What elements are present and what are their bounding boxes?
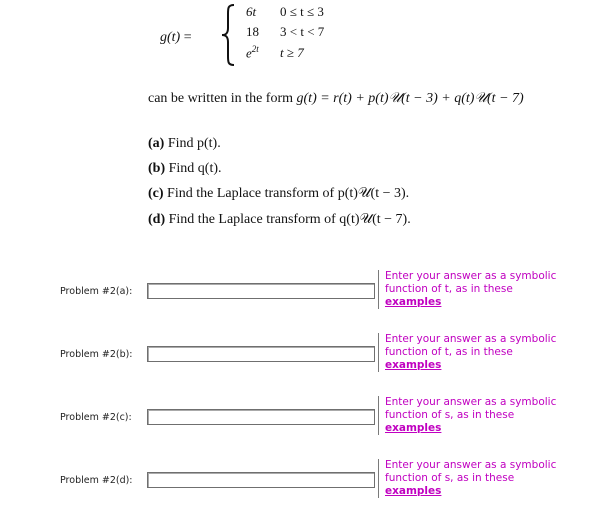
- part-c: (c) Find the Laplace transform of p(t)𝒰(t − 3).: [148, 186, 410, 201]
- part-d: (d) Find the Laplace transform of q(t)𝒰(t − 7).: [148, 212, 411, 227]
- part-b: (b) Find q(t).: [148, 161, 222, 176]
- answer-hint: Enter your answer as a symbolic function of t, as in these examples: [378, 270, 585, 309]
- left-brace-icon: [220, 4, 236, 66]
- part-a: (a) Find p(t).: [148, 136, 221, 151]
- case-row: 18 3 < t < 7: [246, 24, 325, 39]
- answer-hint: Enter your answer as a symbolic function of s, as in these examples: [378, 396, 585, 435]
- answer-input-d[interactable]: [147, 472, 375, 488]
- case-row: 6t 0 ≤ t ≤ 3: [246, 4, 324, 19]
- problem-label: Problem #2(a):: [60, 286, 133, 297]
- answer-hint: Enter your answer as a symbolic function of s, as in these examples: [378, 459, 585, 498]
- answer-input-c[interactable]: [147, 409, 375, 425]
- examples-link[interactable]: examples: [385, 422, 442, 434]
- piecewise-definition: [160, 4, 420, 66]
- answer-input-b[interactable]: [147, 346, 375, 362]
- case-row: $e^{2t}$ t ≥ 7: [246, 44, 304, 61]
- problem-label: Problem #2(c):: [60, 412, 132, 423]
- answer-input-a[interactable]: [147, 283, 375, 299]
- answer-row-d: [0, 459, 604, 509]
- answer-row-b: [0, 333, 604, 383]
- answer-row-a: [0, 270, 604, 320]
- problem-label: Problem #2(b):: [60, 349, 133, 360]
- answer-row-c: [0, 396, 604, 446]
- examples-link[interactable]: examples: [385, 359, 442, 371]
- problem-label: Problem #2(d):: [60, 475, 133, 486]
- form-statement: can be written in the form g(t) = r(t) + p(t)𝒰(t − 3) + q(t)𝒰(t − 7): [148, 91, 524, 106]
- examples-link[interactable]: examples: [385, 485, 442, 497]
- piecewise-lhs: g(t) =: [160, 30, 192, 45]
- examples-link[interactable]: examples: [385, 296, 442, 308]
- answer-hint: Enter your answer as a symbolic function of t, as in these examples: [378, 333, 585, 372]
